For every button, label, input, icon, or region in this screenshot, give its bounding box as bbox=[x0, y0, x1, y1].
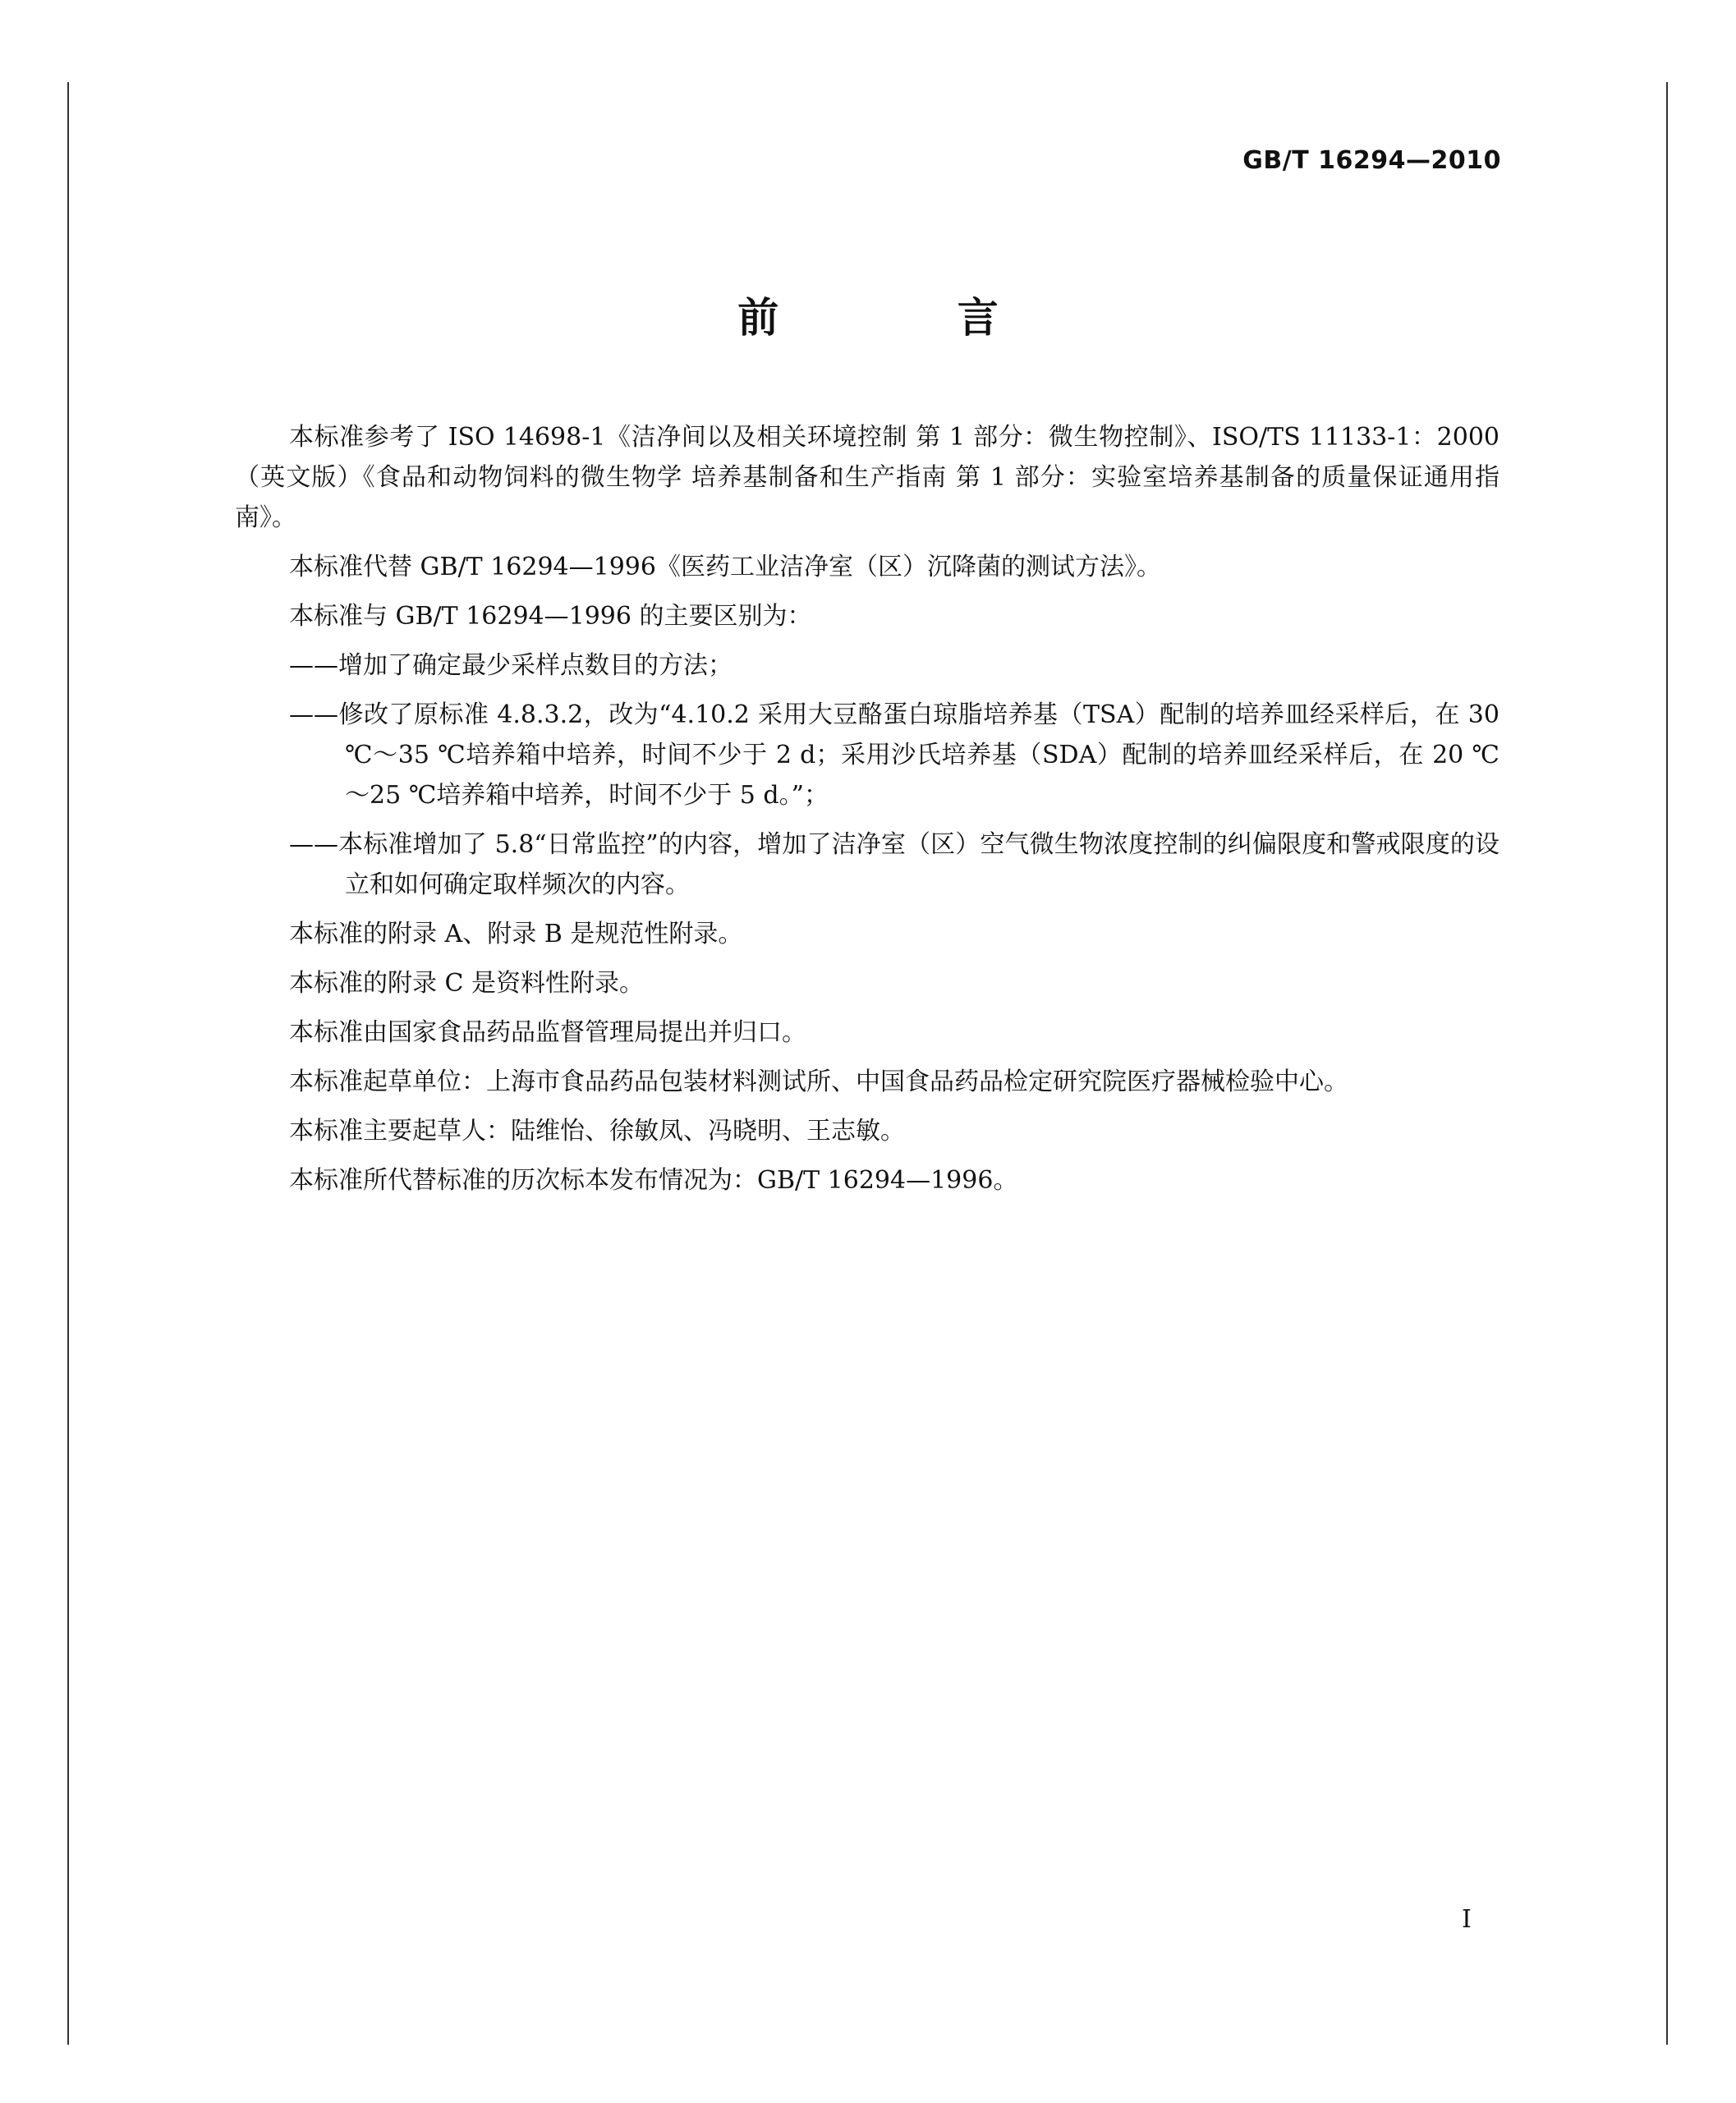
paragraph-normative-annexes: 本标准的附录 A、附录 B 是规范性附录。 bbox=[289, 920, 743, 948]
paragraph-replaces: 本标准代替 GB/T 16294—1996《医药工业洁净室（区）沉降菌的测试方法》。 bbox=[289, 553, 1161, 581]
change-item: ——本标准增加了 5.8“日常监控”的内容，增加了洁净室（区）空气微生物浓度控制的纠偏限度和警戒限度的设立和如何确定取样频次的内容。 bbox=[289, 830, 1499, 899]
right-margin-rule bbox=[1666, 82, 1668, 2045]
page-title: 前 言 bbox=[737, 294, 1081, 342]
change-item: ——修改了原标准 4.8.3.2，改为“4.10.2 采用大豆酪蛋白琼脂培养基（TSA）配制的培养皿经采样后，在 30 ℃～35 ℃培养箱中培养，时间不少于 2 d；采用沙氏培养基（SDA）配制的培养皿经采样后，在 20 ℃～25 ℃培养箱中培养，时间不少于 5 d。”； bbox=[289, 700, 1499, 810]
standard-number: GB/T 16294—2010 bbox=[1242, 146, 1501, 175]
change-item: ——增加了确定最少采样点数目的方法； bbox=[289, 651, 733, 680]
paragraph-drafters: 本标准主要起草人：陆维怡、徐敏凤、冯晓明、王志敏。 bbox=[289, 1117, 905, 1146]
foreword-body bbox=[235, 417, 1499, 1210]
paragraph-proposer: 本标准由国家食品药品监督管理局提出并归口。 bbox=[289, 1018, 806, 1047]
paragraph-history: 本标准所代替标准的历次标本发布情况为：GB/T 16294—1996。 bbox=[289, 1166, 1018, 1195]
page-number: I bbox=[1462, 1905, 1472, 1934]
paragraph-references: 本标准参考了 ISO 14698-1《洁净间以及相关环境控制 第 1 部分：微生物控制》、ISO/TS 11133-1：2000（英文版）《食品和动物饲料的微生物学 培养基制备和生产指南 第 1 部分：实验室培养基制备的质量保证通用指南》。 bbox=[235, 423, 1499, 532]
paragraph-differences: 本标准与 GB/T 16294—1996 的主要区别为： bbox=[289, 602, 812, 631]
left-margin-rule bbox=[67, 82, 69, 2045]
paragraph-drafting-units: 本标准起草单位：上海市食品药品包装材料测试所、中国食品药品检定研究院医疗器械检验中心。 bbox=[289, 1068, 1348, 1096]
paragraph-informative-annex: 本标准的附录 C 是资料性附录。 bbox=[289, 969, 645, 998]
